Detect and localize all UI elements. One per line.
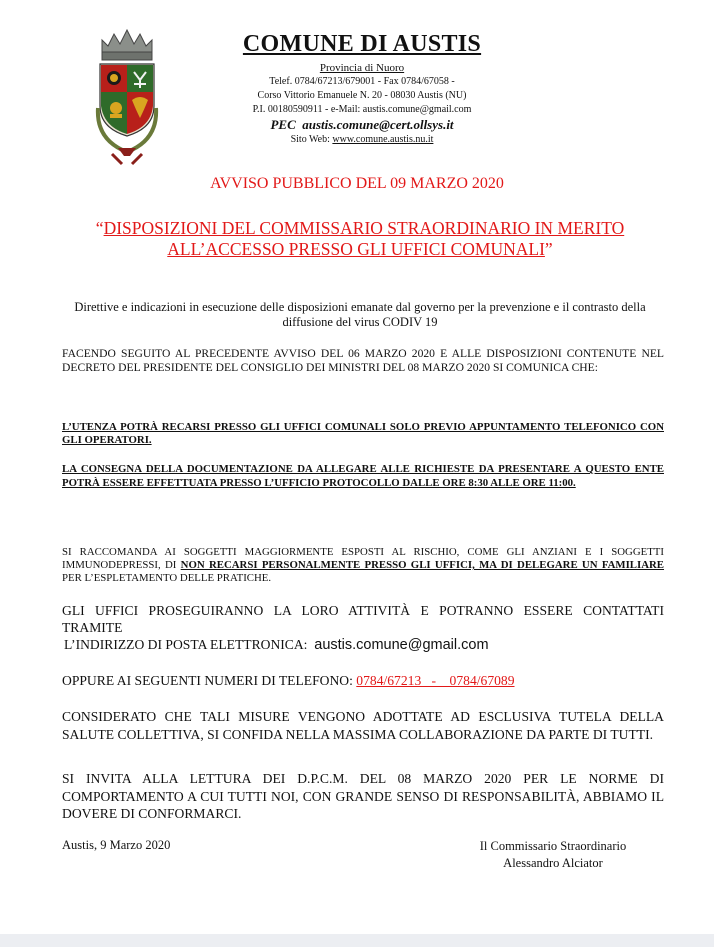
- open-quote: “: [95, 218, 104, 238]
- offices-paragraph: GLI UFFICI PROSEGUIRANNO LA LORO ATTIVITÀ E POTRANNO ESSERE CONTATTATI TRAMITE: [62, 603, 664, 635]
- letterhead-info: [190, 61, 534, 147]
- municipality-title: COMUNE DI AUSTIS: [242, 31, 482, 57]
- disposizioni-line-1: DISPOSIZIONI DEL COMMISSARIO STRAORDINARIO IN MERITO: [103, 218, 625, 238]
- recommendation-emphasis: NON RECARSI PERSONALMENTE PRESSO GLI UFFICI, MA DI DELEGARE UN FAMILIARE: [180, 559, 665, 571]
- address-line: Corso Vittorio Emanuele N. 20 - 08030 Austis (NU): [257, 90, 467, 101]
- signer-name: Alessandro Alciator: [503, 856, 603, 870]
- recommendation-paragraph: [62, 546, 664, 585]
- pec-address: austis.comune@cert.ollsys.it: [302, 117, 454, 132]
- directives-subtitle: Direttive e indicazioni in esecuzione delle disposizioni emanate dal governo per la prevenzione e il contrasto della diffusione del virus CODIV 19: [74, 300, 646, 329]
- phone-numbers[interactable]: 0784/67213 - 0784/67089: [356, 673, 515, 688]
- email-address[interactable]: austis.comune@gmail.com: [314, 637, 489, 653]
- document-date: Austis, 9 Marzo 2020: [62, 838, 171, 852]
- appointment-paragraph: L’UTENZA POTRÀ RECARSI PRESSO GLI UFFICI COMUNALI SOLO PREVIO APPUNTAMENTO TELEFONICO CON GLI OPERATORI.: [62, 421, 664, 446]
- disposizioni-heading: [40, 218, 680, 260]
- recommendation-end: PER L’ESPLETAMENTO DELLE PRATICHE.: [62, 572, 272, 584]
- health-paragraph: CONSIDERATO CHE TALI MISURE VENGONO ADOTTATE AD ESCLUSIVA TUTELA DELLA SALUTE COLLETTIVA, SI CONFIDA NELLA MASSIMA COLLABORAZIONE DA PARTE DI TUTTI.: [62, 709, 664, 742]
- close-quote: ”: [544, 239, 553, 259]
- phone-fax-line: Telef. 0784/67213/679001 - Fax 0784/67058 -: [269, 76, 455, 87]
- website-url[interactable]: www.comune.austis.nu.it: [332, 134, 434, 145]
- notice-title: AVVISO PUBBLICO DEL 09 MARZO 2020: [210, 175, 504, 192]
- email-label: L’INDIRIZZO DI POSTA ELETTRONICA:: [64, 637, 308, 652]
- website-label: Sito Web:: [290, 134, 330, 145]
- intro-paragraph: FACENDO SEGUITO AL PRECEDENTE AVVISO DEL 06 MARZO 2020 E ALLE DISPOSIZIONI CONTENUTE NEL DECRETO DEL PRESIDENTE DEL CONSIGLIO DEI MINISTRI DEL 08 MARZO 2020 SI COMUNICA CHE:: [62, 347, 664, 374]
- phones-label: OPPURE AI SEGUENTI NUMERI DI TELEFONO:: [62, 673, 353, 688]
- pec-label: PEC: [270, 117, 296, 132]
- province-name: Provincia di Nuoro: [319, 62, 405, 74]
- signature-block: [448, 838, 658, 872]
- dpcm-paragraph: SI INVITA ALLA LETTURA DEI D.P.C.M. DEL 08 MARZO 2020 PER LE NORME DI COMPORTAMENTO A CUI TUTTI NOI, CON GRANDE SENSO DI RESPONSABILITÀ, ABBIAMO IL DOVERE DI CONFORMARCI.: [62, 771, 664, 821]
- email-line: [64, 637, 489, 653]
- disposizioni-line-2: ALL’ACCESSO PRESSO GLI UFFICI COMUNALI: [167, 239, 545, 259]
- vat-email-line: P.I. 00180590911 - e-Mail: austis.comune@gmail.com: [252, 104, 472, 115]
- phones-line: [62, 673, 515, 689]
- recommendation-start: SI RACCOMANDA AI SOGGETTI MAGGIORMENTE ESPOSTI AL RISCHIO, COME GLI ANZIANI E I SOGGETTI IMMUNODEPRESSI, DI: [62, 546, 664, 571]
- bottom-strip: [0, 934, 714, 947]
- pec-line: [190, 117, 534, 133]
- coat-of-arms-icon: [94, 28, 160, 168]
- documentation-paragraph: LA CONSEGNA DELLA DOCUMENTAZIONE DA ALLEGARE ALLE RICHIESTE DA PRESENTARE A QUESTO ENTE POTRÀ ESSERE EFFETTUATA PRESSO L’UFFICIO PROTOCOLLO DALLE ORE 8:30 ALLE ORE 11:00.: [62, 463, 664, 489]
- website-line: [190, 133, 534, 147]
- signer-role: Il Commissario Straordinario: [479, 839, 627, 853]
